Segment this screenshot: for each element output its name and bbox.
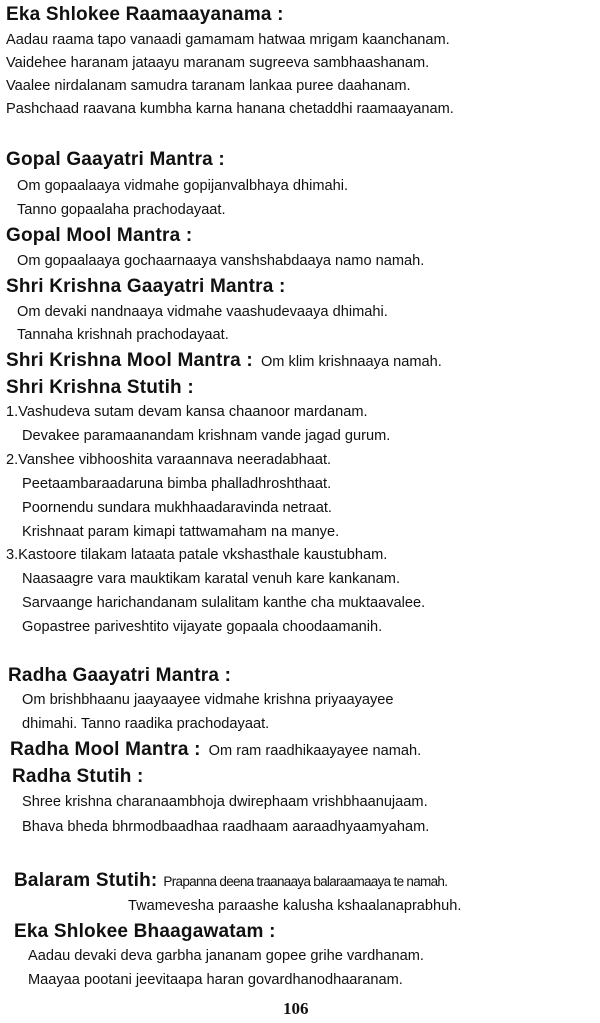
verse-line: Vaalee nirdalanam samudra taranam lankaa puree daahanam. <box>6 78 411 94</box>
heading-gopal-gayatri-mantra: Gopal Gaayatri Mantra : <box>6 149 225 170</box>
heading-balaram-stutih <box>14 870 447 892</box>
verse-line: Om brishbhaanu jaayaayee vidmahe krishna priyaayayee <box>22 692 394 708</box>
heading-text: Shri Krishna Mool Mantra : <box>6 350 253 371</box>
verse-line: 3.Kastoore tilakam lataata patale vkshasthale kaustubham. <box>6 547 388 563</box>
verse-line: Sarvaange harichandanam sulalitam kanthe cha muktaavalee. <box>22 595 426 611</box>
verse-line: Vaidehee haranam jataayu maranam sugreeva sambhaashanam. <box>6 55 430 71</box>
verse-line: Peetaambaraadaruna bimba phalladhroshthaat. <box>22 476 332 492</box>
verse-line: Aadau devaki deva garbha jananam gopee grihe vardhanam. <box>28 948 424 964</box>
heading-radha-stutih: Radha Stutih : <box>12 766 144 787</box>
verse-line: Om gopaalaaya gochaarnaaya vanshshabdaaya namo namah. <box>17 253 425 269</box>
verse-line: Maayaa pootani jeevitaapa haran govardhanodhaaranam. <box>28 972 403 988</box>
verse-line: 1.Vashudeva sutam devam kansa chaanoor mardanam. <box>6 404 368 420</box>
heading-eka-shlokee-ramayanam: Eka Shlokee Raamaayanama : <box>6 4 284 25</box>
mantra-inline-text: Om klim krishnaaya namah. <box>260 354 442 370</box>
verse-line: Krishnaat param kimapi tattwamaham na manye. <box>22 524 340 540</box>
verse-line: Om devaki nandnaaya vidmahe vaashudevaaya dhimahi. <box>17 304 388 320</box>
heading-text: Balaram Stutih: <box>14 870 158 891</box>
verse-line: Tanno gopaalaha prachodayaat. <box>17 202 226 218</box>
heading-krishna-stutih: Shri Krishna Stutih : <box>6 377 194 398</box>
verse-line: Naasaagre vara mauktikam karatal venuh kare kankanam. <box>22 571 401 587</box>
verse-line: Om gopaalaaya vidmahe gopijanvalbhaya dhimahi. <box>17 178 349 194</box>
heading-gopal-mool-mantra: Gopal Mool Mantra : <box>6 225 193 246</box>
page-number: 106 <box>283 999 309 1018</box>
verse-line: Twamevesha paraashe kalusha kshaalanaprabhuh. <box>128 898 462 914</box>
verse-line: Gopastree pariveshtito vijayate gopaala choodaamanih. <box>22 619 383 635</box>
verse-line: Aadau raama tapo vanaadi gamamam hatwaa mrigam kaanchanam. <box>6 32 450 48</box>
verse-line: Shree krishna charanaambhoja dwirephaam vrishbhaanujaam. <box>22 794 428 810</box>
heading-text: Radha Mool Mantra : <box>10 739 201 760</box>
mantra-inline-text: Prapanna deena traanaaya balaraamaaya te namah. <box>163 874 448 889</box>
verse-line: Poornendu sundara mukhhaadaravinda netraat. <box>22 500 332 516</box>
heading-radha-gayatri-mantra: Radha Gaayatri Mantra : <box>8 665 232 686</box>
verse-line: dhimahi. Tanno raadika prachodayaat. <box>22 716 270 732</box>
heading-krishna-mool-mantra <box>6 350 442 372</box>
heading-krishna-gayatri-mantra: Shri Krishna Gaayatri Mantra : <box>6 276 286 297</box>
verse-line: Tannaha krishnah prachodayaat. <box>17 327 229 343</box>
heading-radha-mool-mantra <box>10 739 421 761</box>
verse-line: Devakee paramaanandam krishnam vande jagad gurum. <box>22 428 391 444</box>
verse-line: 2.Vanshee vibhooshita varaannava neeradabhaat. <box>6 452 332 468</box>
verse-line: Pashchaad raavana kumbha karna hanana chetaddhi raamaayanam. <box>6 101 454 117</box>
heading-eka-shlokee-bhagawatam: Eka Shlokee Bhaagawatam : <box>14 921 276 942</box>
mantra-inline-text: Om ram raadhikaayayee namah. <box>208 743 422 759</box>
verse-line: Bhava bheda bhrmodbaadhaa raadhaam aaraadhyaamyaham. <box>22 819 430 835</box>
